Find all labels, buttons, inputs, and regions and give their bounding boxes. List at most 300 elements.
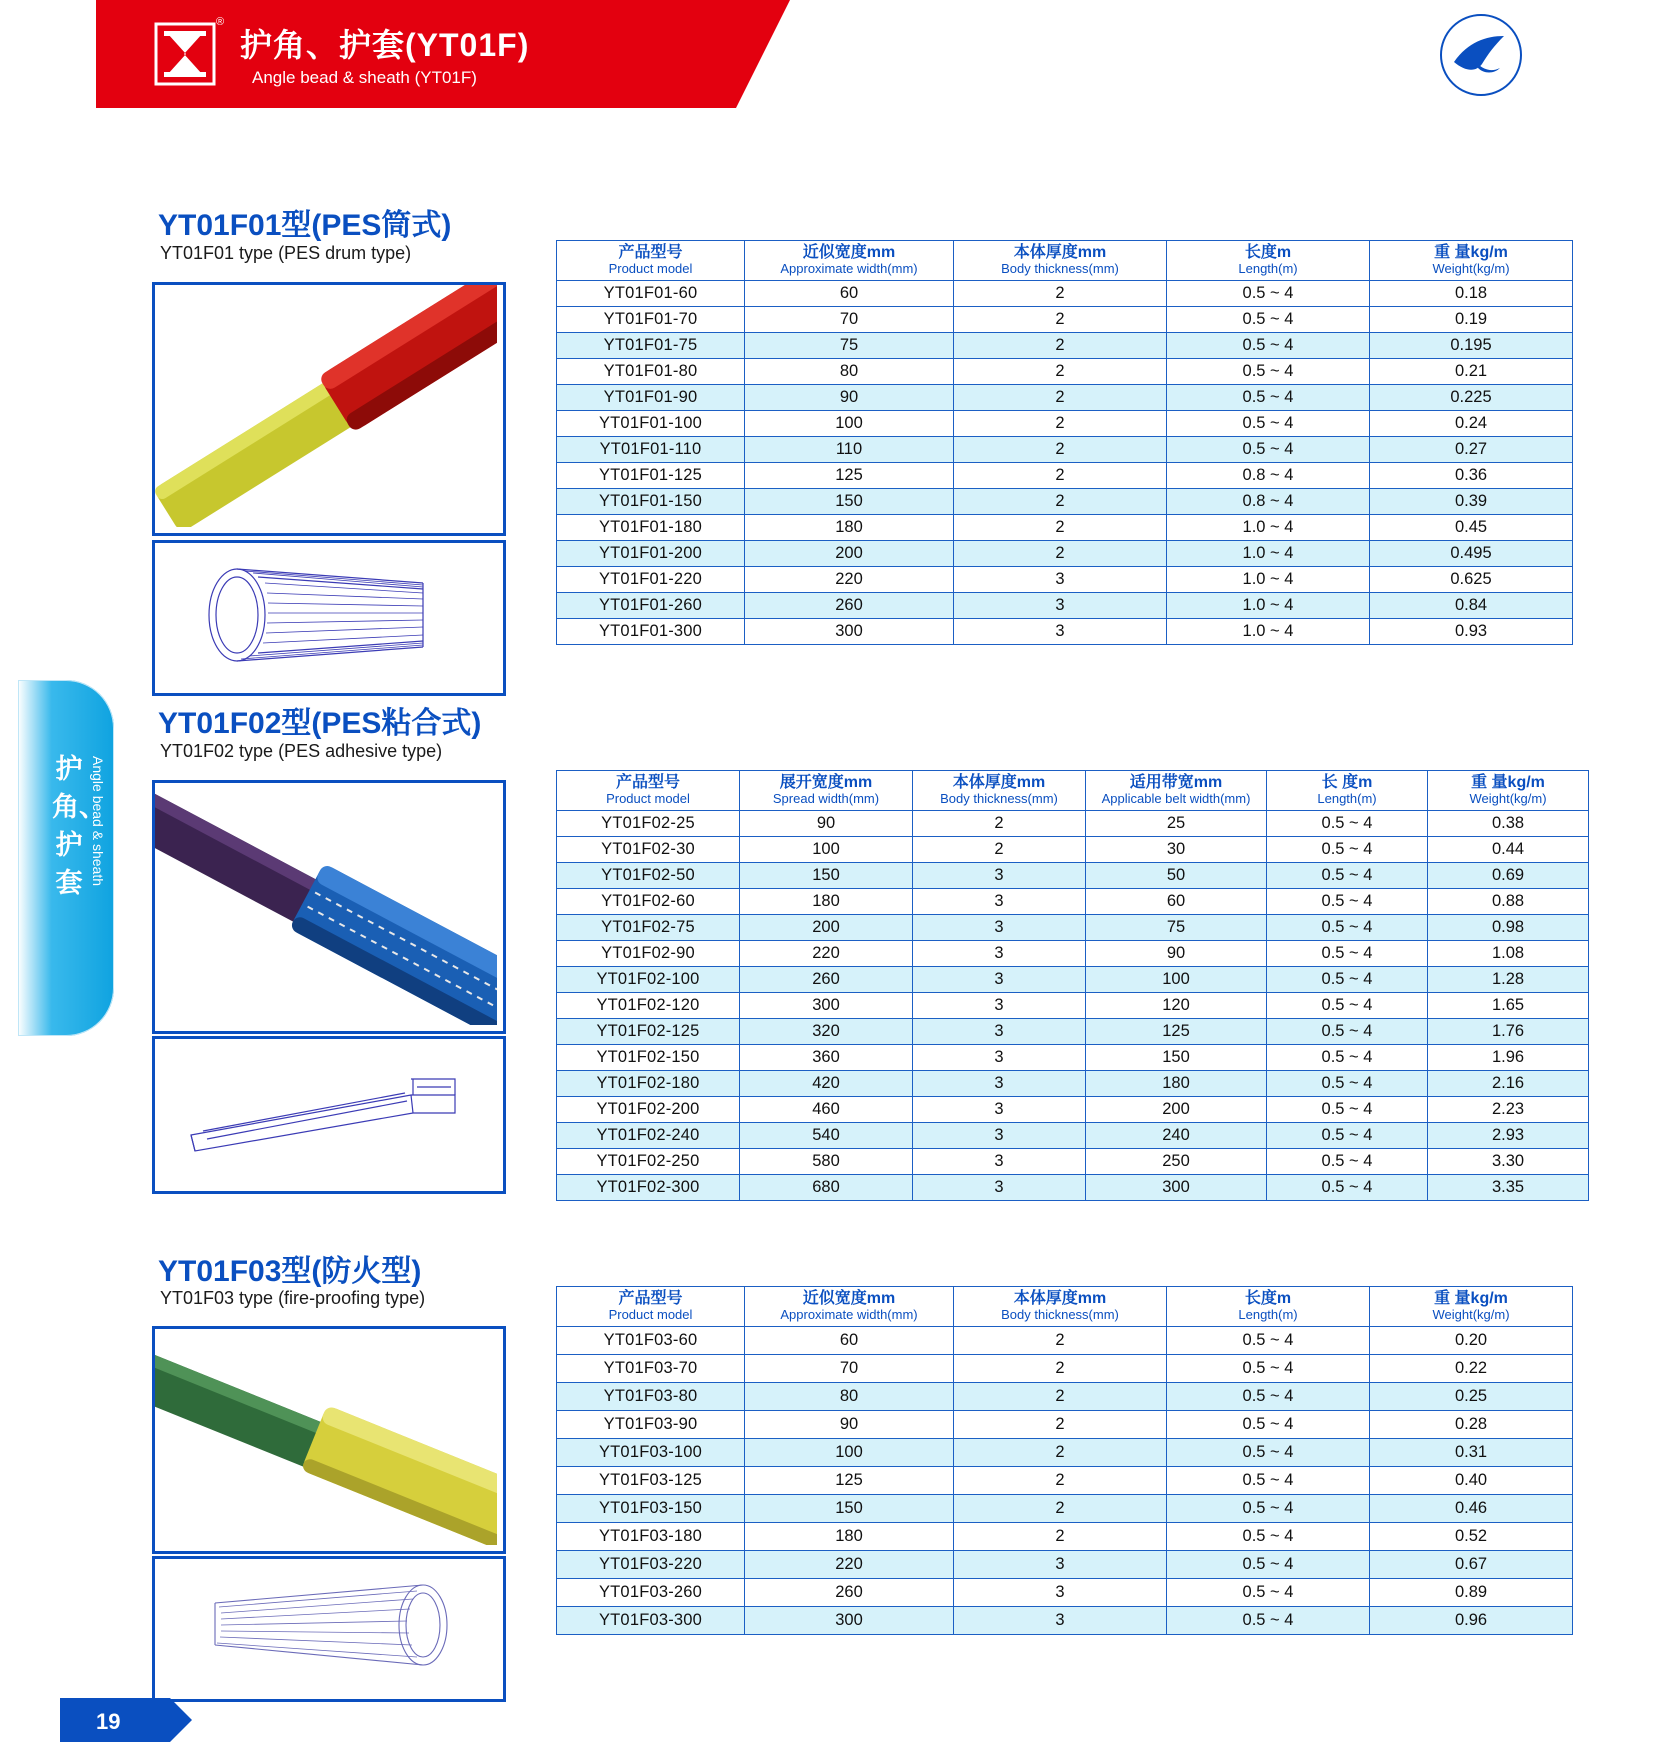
cell-width: 180	[745, 1523, 954, 1551]
column-header: 重 量kg/m Weight(kg/m)	[1370, 241, 1573, 281]
table-row	[557, 567, 1573, 593]
cell-thickness: 3	[913, 915, 1086, 941]
cell-weight: 0.195	[1370, 333, 1573, 359]
cell-width: 75	[745, 333, 954, 359]
cell-model: YT01F03-220	[557, 1551, 745, 1579]
cell-thickness: 2	[954, 411, 1167, 437]
cell-weight: 0.20	[1370, 1327, 1573, 1355]
table-row	[557, 541, 1573, 567]
cell-model: YT01F03-260	[557, 1579, 745, 1607]
cell-thickness: 2	[913, 837, 1086, 863]
section-2-title-cn: YT01F02型(PES粘合式)	[158, 707, 482, 740]
cell-model: YT01F01-75	[557, 333, 745, 359]
column-header: 展开宽度mm Spread width(mm)	[740, 771, 913, 811]
cell-length: 0.5 ~ 4	[1267, 967, 1428, 993]
table-row	[557, 1071, 1589, 1097]
cell-thickness: 3	[913, 889, 1086, 915]
cell-width: 80	[745, 359, 954, 385]
cell-width: 100	[745, 1439, 954, 1467]
section-3-photo-product	[152, 1326, 506, 1554]
column-header: 产品型号 Product model	[557, 771, 740, 811]
cell-belt-width: 60	[1086, 889, 1267, 915]
cell-belt-width: 30	[1086, 837, 1267, 863]
cell-spread-width: 300	[740, 993, 913, 1019]
cell-thickness: 3	[913, 993, 1086, 1019]
cell-length: 0.5 ~ 4	[1167, 385, 1370, 411]
cell-weight: 0.19	[1370, 307, 1573, 333]
cell-length: 0.5 ~ 4	[1167, 437, 1370, 463]
cell-spread-width: 540	[740, 1123, 913, 1149]
cell-length: 0.5 ~ 4	[1267, 993, 1428, 1019]
column-header: 产品型号 Product model	[557, 241, 745, 281]
section-2-spec-table	[556, 770, 1589, 1201]
table-row	[557, 1327, 1573, 1355]
cell-weight: 0.39	[1370, 489, 1573, 515]
cell-model: YT01F02-50	[557, 863, 740, 889]
cell-model: YT01F03-90	[557, 1411, 745, 1439]
cell-model: YT01F02-120	[557, 993, 740, 1019]
cell-model: YT01F01-100	[557, 411, 745, 437]
cell-length: 0.5 ~ 4	[1167, 1579, 1370, 1607]
table-row	[557, 359, 1573, 385]
cell-model: YT01F02-75	[557, 915, 740, 941]
cell-belt-width: 240	[1086, 1123, 1267, 1149]
cell-spread-width: 180	[740, 889, 913, 915]
cell-model: YT01F01-200	[557, 541, 745, 567]
cell-model: YT01F01-110	[557, 437, 745, 463]
section-2-title-en: YT01F02 type (PES adhesive type)	[160, 741, 443, 761]
cell-model: YT01F02-150	[557, 1045, 740, 1071]
cell-width: 180	[745, 515, 954, 541]
cell-thickness: 3	[913, 941, 1086, 967]
column-header: 长度m Length(m)	[1167, 241, 1370, 281]
cell-width: 60	[745, 1327, 954, 1355]
side-tab-label-cn: 护角、护套	[52, 754, 106, 898]
company-logo-left-icon	[150, 18, 220, 90]
cell-weight: 2.16	[1428, 1071, 1589, 1097]
cell-model: YT01F03-125	[557, 1467, 745, 1495]
cell-spread-width: 420	[740, 1071, 913, 1097]
cell-thickness: 3	[954, 1579, 1167, 1607]
cell-spread-width: 320	[740, 1019, 913, 1045]
cell-weight: 0.89	[1370, 1579, 1573, 1607]
cell-thickness: 2	[954, 359, 1167, 385]
cell-thickness: 3	[954, 1607, 1167, 1635]
table-row	[557, 1607, 1573, 1635]
cell-weight: 2.23	[1428, 1097, 1589, 1123]
cell-thickness: 2	[954, 437, 1167, 463]
cell-length: 0.5 ~ 4	[1267, 837, 1428, 863]
table-row	[557, 1495, 1573, 1523]
cell-thickness: 2	[954, 1523, 1167, 1551]
cell-thickness: 3	[954, 619, 1167, 645]
table-row	[557, 1097, 1589, 1123]
cell-spread-width: 220	[740, 941, 913, 967]
cell-length: 0.5 ~ 4	[1167, 1383, 1370, 1411]
column-header: 近似宽度mm Approximate width(mm)	[745, 241, 954, 281]
cell-thickness: 2	[954, 307, 1167, 333]
table-header-row	[557, 241, 1573, 281]
cell-weight: 1.76	[1428, 1019, 1589, 1045]
cell-model: YT01F01-70	[557, 307, 745, 333]
cell-length: 0.5 ~ 4	[1167, 1551, 1370, 1579]
header-right-title-en: Synthetic fiber lifting belt(YT01)	[900, 68, 1137, 87]
cell-model: YT01F03-80	[557, 1383, 745, 1411]
cell-weight: 0.40	[1370, 1467, 1573, 1495]
cell-weight: 0.225	[1370, 385, 1573, 411]
cell-belt-width: 250	[1086, 1149, 1267, 1175]
cell-model: YT01F01-60	[557, 281, 745, 307]
cell-weight: 0.31	[1370, 1439, 1573, 1467]
cell-weight: 0.84	[1370, 593, 1573, 619]
cell-length: 1.0 ~ 4	[1167, 541, 1370, 567]
cell-model: YT01F02-25	[557, 811, 740, 837]
cell-thickness: 3	[913, 1123, 1086, 1149]
cell-spread-width: 100	[740, 837, 913, 863]
cell-weight: 0.98	[1428, 915, 1589, 941]
cell-weight: 0.24	[1370, 411, 1573, 437]
table-row	[557, 967, 1589, 993]
cell-weight: 0.44	[1428, 837, 1589, 863]
table-row	[557, 1175, 1589, 1201]
cell-thickness: 2	[954, 541, 1167, 567]
cell-model: YT01F02-100	[557, 967, 740, 993]
cell-length: 0.5 ~ 4	[1267, 941, 1428, 967]
table-row	[557, 1551, 1573, 1579]
table-row	[557, 837, 1589, 863]
cell-length: 0.5 ~ 4	[1267, 863, 1428, 889]
column-header: 长度m Length(m)	[1167, 1287, 1370, 1327]
cell-model: YT01F01-150	[557, 489, 745, 515]
cell-weight: 2.93	[1428, 1123, 1589, 1149]
cell-thickness: 3	[913, 1045, 1086, 1071]
cell-belt-width: 180	[1086, 1071, 1267, 1097]
cell-length: 1.0 ~ 4	[1167, 593, 1370, 619]
table-row	[557, 1355, 1573, 1383]
cell-length: 1.0 ~ 4	[1167, 515, 1370, 541]
section-1-diagram-drum	[152, 540, 506, 696]
cell-spread-width: 460	[740, 1097, 913, 1123]
header-left-title-cn: 护角、护套(YT01F)	[240, 27, 530, 63]
cell-thickness: 3	[913, 1097, 1086, 1123]
cell-model: YT01F02-30	[557, 837, 740, 863]
cell-length: 0.5 ~ 4	[1167, 281, 1370, 307]
cell-model: YT01F02-60	[557, 889, 740, 915]
cell-weight: 0.67	[1370, 1551, 1573, 1579]
cell-thickness: 2	[954, 385, 1167, 411]
cell-width: 150	[745, 1495, 954, 1523]
cell-weight: 1.28	[1428, 967, 1589, 993]
cell-length: 0.5 ~ 4	[1267, 811, 1428, 837]
cell-weight: 0.27	[1370, 437, 1573, 463]
cell-weight: 0.21	[1370, 359, 1573, 385]
column-header: 近似宽度mm Approximate width(mm)	[745, 1287, 954, 1327]
table-header-row	[557, 771, 1589, 811]
section-1-spec-table	[556, 240, 1573, 645]
cell-weight: 1.96	[1428, 1045, 1589, 1071]
cell-length: 0.5 ~ 4	[1167, 333, 1370, 359]
cell-model: YT01F01-90	[557, 385, 745, 411]
section-1-photo-product	[152, 282, 506, 536]
cell-length: 0.5 ~ 4	[1267, 1071, 1428, 1097]
cell-model: YT01F02-180	[557, 1071, 740, 1097]
cell-weight: 0.28	[1370, 1411, 1573, 1439]
cell-belt-width: 100	[1086, 967, 1267, 993]
cell-spread-width: 150	[740, 863, 913, 889]
column-header: 本体厚度mm Body thickness(mm)	[954, 241, 1167, 281]
cell-weight: 0.93	[1370, 619, 1573, 645]
cell-model: YT01F02-200	[557, 1097, 740, 1123]
cell-width: 300	[745, 1607, 954, 1635]
cell-weight: 0.22	[1370, 1355, 1573, 1383]
cell-width: 260	[745, 593, 954, 619]
cell-thickness: 2	[954, 463, 1167, 489]
cell-weight: 1.65	[1428, 993, 1589, 1019]
section-2-photo-product	[152, 780, 506, 1034]
cell-length: 0.5 ~ 4	[1167, 1439, 1370, 1467]
cell-thickness: 2	[954, 515, 1167, 541]
table-row	[557, 515, 1573, 541]
cell-weight: 3.35	[1428, 1175, 1589, 1201]
table-row	[557, 281, 1573, 307]
cell-length: 0.5 ~ 4	[1167, 1467, 1370, 1495]
cell-weight: 0.38	[1428, 811, 1589, 837]
cell-length: 0.5 ~ 4	[1167, 1607, 1370, 1635]
cell-thickness: 2	[954, 489, 1167, 515]
cell-length: 0.5 ~ 4	[1267, 889, 1428, 915]
cell-length: 0.5 ~ 4	[1167, 359, 1370, 385]
cell-belt-width: 125	[1086, 1019, 1267, 1045]
cell-width: 90	[745, 385, 954, 411]
section-2-diagram-adhesive	[152, 1036, 506, 1194]
cell-belt-width: 75	[1086, 915, 1267, 941]
table-row	[557, 993, 1589, 1019]
header-left-title-en: Angle bead & sheath (YT01F)	[252, 68, 477, 87]
cell-spread-width: 580	[740, 1149, 913, 1175]
table-row	[557, 1523, 1573, 1551]
cell-thickness: 2	[954, 1467, 1167, 1495]
table-row	[557, 1019, 1589, 1045]
table-row	[557, 889, 1589, 915]
cell-length: 0.5 ~ 4	[1167, 411, 1370, 437]
cell-model: YT01F01-125	[557, 463, 745, 489]
cell-length: 0.5 ~ 4	[1167, 307, 1370, 333]
column-header: 本体厚度mm Body thickness(mm)	[913, 771, 1086, 811]
cell-weight: 1.08	[1428, 941, 1589, 967]
cell-model: YT01F03-100	[557, 1439, 745, 1467]
table-row	[557, 811, 1589, 837]
cell-weight: 0.18	[1370, 281, 1573, 307]
cell-model: YT01F03-150	[557, 1495, 745, 1523]
cell-weight: 0.46	[1370, 1495, 1573, 1523]
table-row	[557, 385, 1573, 411]
cell-width: 100	[745, 411, 954, 437]
cell-thickness: 2	[954, 333, 1167, 359]
cell-thickness: 3	[913, 1175, 1086, 1201]
table-row	[557, 1439, 1573, 1467]
section-3-diagram-drum	[152, 1556, 506, 1702]
cell-weight: 0.495	[1370, 541, 1573, 567]
cell-width: 125	[745, 1467, 954, 1495]
cell-spread-width: 90	[740, 811, 913, 837]
cell-thickness: 2	[954, 1355, 1167, 1383]
cell-thickness: 3	[913, 1149, 1086, 1175]
header-right-title-cn: 合成纤维吊装带（YT01）	[888, 28, 1255, 63]
cell-length: 0.5 ~ 4	[1267, 1045, 1428, 1071]
cell-width: 200	[745, 541, 954, 567]
cell-model: YT01F02-125	[557, 1019, 740, 1045]
table-header-row	[557, 1287, 1573, 1327]
cell-thickness: 3	[954, 1551, 1167, 1579]
table-row	[557, 1045, 1589, 1071]
cell-model: YT01F01-220	[557, 567, 745, 593]
cell-weight: 0.52	[1370, 1523, 1573, 1551]
cell-model: YT01F02-240	[557, 1123, 740, 1149]
cell-thickness: 2	[954, 281, 1167, 307]
cell-width: 80	[745, 1383, 954, 1411]
cell-length: 0.5 ~ 4	[1267, 1123, 1428, 1149]
cell-thickness: 2	[954, 1495, 1167, 1523]
cell-belt-width: 90	[1086, 941, 1267, 967]
table-row	[557, 333, 1573, 359]
registered-mark-left: ®	[216, 16, 225, 28]
cell-belt-width: 150	[1086, 1045, 1267, 1071]
cell-weight: 0.88	[1428, 889, 1589, 915]
cell-length: 1.0 ~ 4	[1167, 567, 1370, 593]
table-row	[557, 307, 1573, 333]
table-row	[557, 1383, 1573, 1411]
cell-width: 260	[745, 1579, 954, 1607]
registered-mark-right: ®	[1521, 12, 1530, 24]
cell-width: 125	[745, 463, 954, 489]
cell-spread-width: 260	[740, 967, 913, 993]
table-row	[557, 1467, 1573, 1495]
page-number: 19	[96, 1709, 121, 1734]
cell-width: 70	[745, 1355, 954, 1383]
cell-length: 0.5 ~ 4	[1167, 1355, 1370, 1383]
table-row	[557, 619, 1573, 645]
cell-length: 0.5 ~ 4	[1167, 1523, 1370, 1551]
side-tab-label-en: Angle bead & sheath	[90, 756, 106, 886]
table-row	[557, 593, 1573, 619]
cell-weight: 0.45	[1370, 515, 1573, 541]
cell-thickness: 2	[913, 811, 1086, 837]
column-header: 本体厚度mm Body thickness(mm)	[954, 1287, 1167, 1327]
cell-thickness: 3	[913, 1071, 1086, 1097]
cell-length: 0.5 ~ 4	[1267, 1149, 1428, 1175]
page-header	[0, 0, 1677, 108]
cell-width: 70	[745, 307, 954, 333]
cell-model: YT01F03-300	[557, 1607, 745, 1635]
section-3-spec-table	[556, 1286, 1573, 1635]
table-row	[557, 1579, 1573, 1607]
cell-model: YT01F03-180	[557, 1523, 745, 1551]
cell-thickness: 2	[954, 1439, 1167, 1467]
cell-thickness: 3	[913, 967, 1086, 993]
column-header: 重 量kg/m Weight(kg/m)	[1370, 1287, 1573, 1327]
cell-length: 0.5 ~ 4	[1267, 1175, 1428, 1201]
cell-belt-width: 25	[1086, 811, 1267, 837]
cell-thickness: 2	[954, 1411, 1167, 1439]
cell-weight: 0.625	[1370, 567, 1573, 593]
cell-thickness: 3	[913, 1019, 1086, 1045]
cell-weight: 0.69	[1428, 863, 1589, 889]
cell-model: YT01F02-300	[557, 1175, 740, 1201]
side-tab-angle-bead	[18, 680, 114, 1036]
cell-weight: 0.25	[1370, 1383, 1573, 1411]
cell-thickness: 3	[954, 567, 1167, 593]
cell-length: 1.0 ~ 4	[1167, 619, 1370, 645]
table-row	[557, 437, 1573, 463]
section-1-title-cn: YT01F01型(PES筒式)	[158, 209, 452, 242]
cell-thickness: 3	[954, 593, 1167, 619]
cell-weight: 0.36	[1370, 463, 1573, 489]
column-header: 产品型号 Product model	[557, 1287, 745, 1327]
cell-model: YT01F02-90	[557, 941, 740, 967]
table-row	[557, 411, 1573, 437]
section-1-title-en: YT01F01 type (PES drum type)	[160, 243, 412, 263]
cell-model: YT01F01-260	[557, 593, 745, 619]
company-logo-right-icon	[1438, 12, 1524, 98]
cell-belt-width: 50	[1086, 863, 1267, 889]
table-row	[557, 1411, 1573, 1439]
cell-thickness: 2	[954, 1383, 1167, 1411]
cell-length: 0.5 ~ 4	[1167, 1327, 1370, 1355]
cell-belt-width: 300	[1086, 1175, 1267, 1201]
cell-model: YT01F03-60	[557, 1327, 745, 1355]
cell-thickness: 3	[913, 863, 1086, 889]
cell-length: 0.5 ~ 4	[1167, 1495, 1370, 1523]
table-row	[557, 915, 1589, 941]
cell-spread-width: 360	[740, 1045, 913, 1071]
cell-model: YT01F02-250	[557, 1149, 740, 1175]
cell-length: 0.8 ~ 4	[1167, 489, 1370, 515]
table-row	[557, 863, 1589, 889]
cell-belt-width: 120	[1086, 993, 1267, 1019]
table-row	[557, 463, 1573, 489]
cell-width: 150	[745, 489, 954, 515]
table-row	[557, 1149, 1589, 1175]
cell-weight: 3.30	[1428, 1149, 1589, 1175]
column-header: 长 度m Length(m)	[1267, 771, 1428, 811]
cell-width: 220	[745, 567, 954, 593]
cell-belt-width: 200	[1086, 1097, 1267, 1123]
table-row	[557, 1123, 1589, 1149]
cell-length: 0.8 ~ 4	[1167, 463, 1370, 489]
cell-thickness: 2	[954, 1327, 1167, 1355]
section-3-title-en: YT01F03 type (fire-proofing type)	[160, 1288, 426, 1308]
table-row	[557, 489, 1573, 515]
cell-spread-width: 200	[740, 915, 913, 941]
cell-width: 300	[745, 619, 954, 645]
cell-model: YT01F03-70	[557, 1355, 745, 1383]
cell-width: 60	[745, 281, 954, 307]
section-3-title-cn: YT01F03型(防火型)	[158, 1255, 422, 1288]
cell-width: 110	[745, 437, 954, 463]
column-header: 重 量kg/m Weight(kg/m)	[1428, 771, 1589, 811]
table-row	[557, 941, 1589, 967]
cell-length: 0.5 ~ 4	[1267, 1097, 1428, 1123]
cell-width: 90	[745, 1411, 954, 1439]
cell-model: YT01F01-300	[557, 619, 745, 645]
cell-model: YT01F01-80	[557, 359, 745, 385]
column-header: 适用带宽mm Applicable belt width(mm)	[1086, 771, 1267, 811]
cell-width: 220	[745, 1551, 954, 1579]
cell-spread-width: 680	[740, 1175, 913, 1201]
cell-length: 0.5 ~ 4	[1267, 1019, 1428, 1045]
cell-weight: 0.96	[1370, 1607, 1573, 1635]
cell-length: 0.5 ~ 4	[1267, 915, 1428, 941]
